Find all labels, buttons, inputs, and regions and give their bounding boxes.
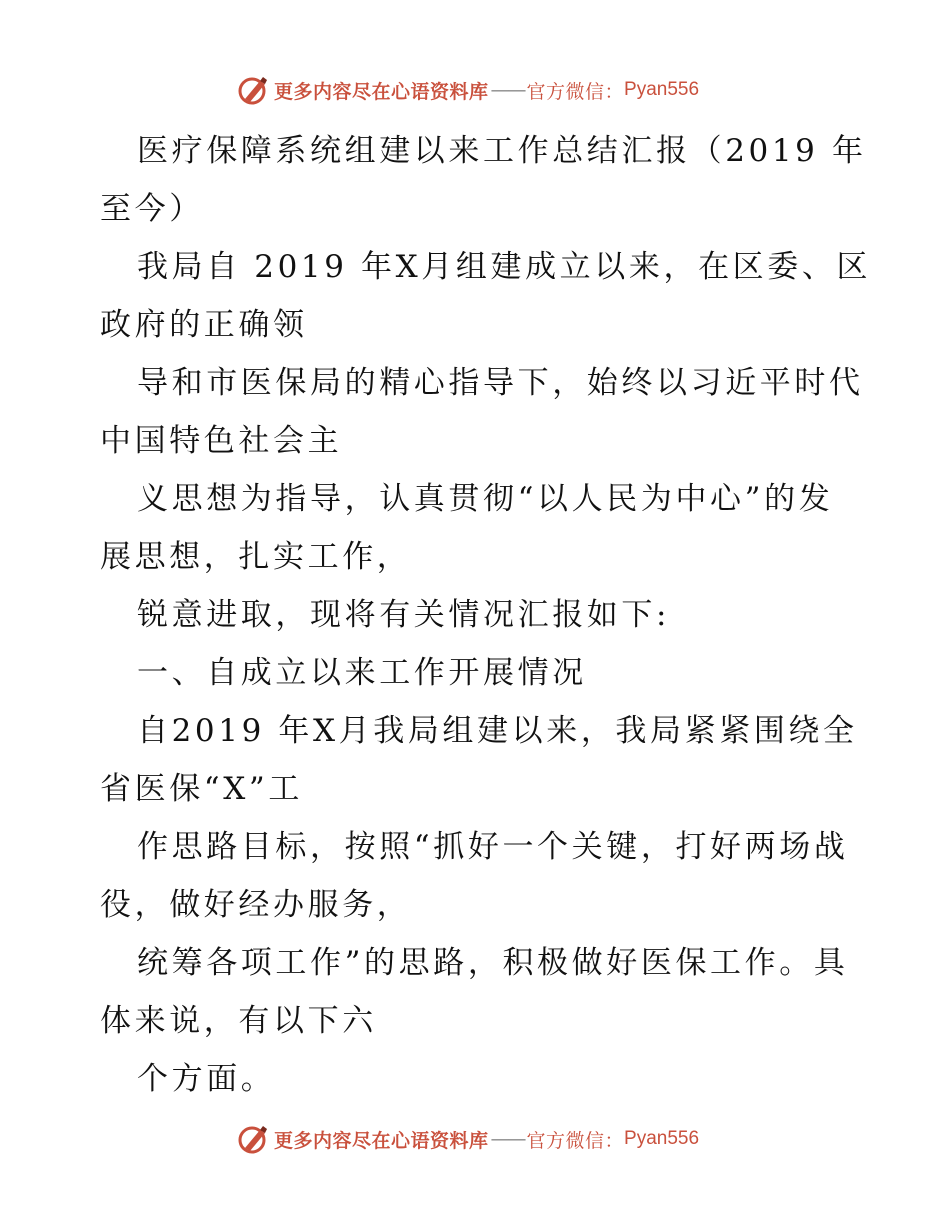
- watermark-wechat-id: Pyan556: [624, 1128, 700, 1149]
- watermark-wechat-label: 官方微信：: [526, 1129, 625, 1152]
- doc-line: 至今）: [100, 191, 204, 227]
- doc-line: 展思想，扎实工作，: [100, 539, 412, 575]
- watermark-main-text: 更多内容尽在心语资料库: [274, 80, 489, 103]
- doc-line: 作思路目标，按照“抓好一个关键，打好两场战: [137, 829, 849, 865]
- watermark-main-text: 更多内容尽在心语资料库: [274, 1129, 489, 1152]
- doc-line: 导和市医保局的精心指导下，始终以习近平时代: [137, 365, 864, 401]
- doc-line: 我局自 2019 年X月组建成立以来，在区委、区: [137, 249, 872, 285]
- watermark-banner-top: [236, 73, 699, 107]
- doc-line: 中国特色社会主: [100, 423, 343, 459]
- watermark-separator: ——: [490, 1128, 525, 1150]
- doc-line: 自2019 年X月我局组建以来，我局紧紧围绕全: [137, 713, 858, 749]
- watermark-wechat-label: 官方微信：: [526, 80, 625, 103]
- pen-logo-icon: [236, 73, 270, 107]
- doc-line: 省医保“X”工: [100, 771, 303, 807]
- doc-line: 政府的正确领: [100, 307, 308, 343]
- doc-line: 医疗保障系统组建以来工作总结汇报（2019 年: [137, 133, 867, 169]
- pen-logo-icon: [236, 1122, 270, 1156]
- watermark-wechat-id: Pyan556: [624, 79, 700, 100]
- doc-line: 锐意进取，现将有关情况汇报如下:: [137, 597, 671, 633]
- watermark-banner-bottom: [236, 1122, 699, 1156]
- watermark-separator: ——: [490, 79, 525, 101]
- doc-line: 统筹各项工作”的思路，积极做好医保工作。具: [137, 945, 849, 981]
- doc-line: 个方面。: [137, 1061, 276, 1097]
- doc-line: 义思想为指导，认真贯彻“以人民为中心”的发: [137, 481, 834, 517]
- section-heading: 一、自成立以来工作开展情况: [137, 655, 587, 691]
- doc-line: 役，做好经办服务，: [100, 887, 412, 923]
- doc-line: 体来说，有以下六: [100, 1003, 377, 1039]
- document-body: [100, 122, 872, 1108]
